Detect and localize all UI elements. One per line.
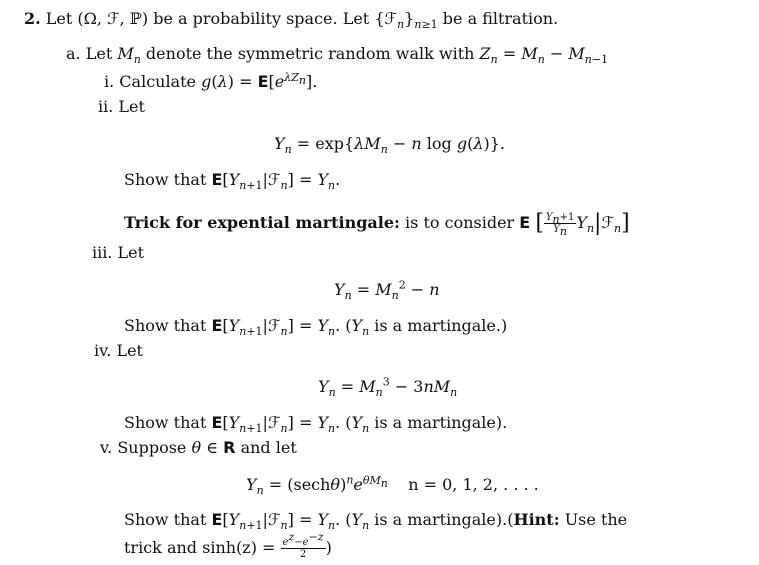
item-iv-let: Let (116, 341, 143, 360)
show-iii: Show that $E[Y_{n+1}|ℱ_n] = Y_n$. ($Y_n$ is a martingale.) (124, 316, 508, 339)
show-iii-text: Show that (124, 316, 207, 335)
item-ii-label: ii. (98, 97, 114, 116)
intro-text: Let (45, 9, 73, 28)
equation-iv: $Y_n = M_n^3 - 3nM_n$ (318, 375, 458, 400)
item-iii (92, 243, 144, 263)
problem-number: 2. (24, 9, 41, 28)
item-i-text: Calculate (119, 72, 197, 91)
equation-ii: $Y_n = \exp\{\lambda M_n - n$ log g(λ)}. (274, 134, 505, 157)
equation-iii: $Y_n = M_n^2 - n$ (334, 278, 440, 303)
part-a-label: a. (66, 44, 81, 63)
item-ii (98, 97, 145, 117)
item-iv-label: iv. (94, 341, 112, 360)
trick-line: Trick for expential martingale: is to consider E [ $\frac{Y_n+1}{Y_n}$ $Y_n|ℱ_n$] (124, 210, 630, 238)
hint-bold: Hint: (513, 510, 560, 529)
show-ii: Show that $E[Y_{n+1}|ℱ_n] = Y_n$. (124, 170, 341, 193)
martingale-note-iv: is a martingale). (374, 413, 508, 432)
part-a-text: denote the symmetric random walk with (145, 44, 475, 63)
equation-v: $Y_n = (\sec h\theta)^ne^{\theta M_n}$ n = 0, 1, 2, . . . . (246, 473, 539, 498)
item-v-text-rest: and let (240, 438, 297, 457)
show-iv-text: Show that (124, 413, 207, 432)
item-v-text: Suppose (117, 438, 187, 457)
hint-text-2: trick and sinh(z) = (124, 538, 276, 557)
show-v: Show that $E[Y_{n+1}|ℱ_n] = Y_n$. ($Y_n$ is a martingale).(Hint: Use the (124, 510, 628, 533)
filtration-symbol: {ℱ (374, 9, 398, 28)
probability-space: (Ω, ℱ, ℙ) (77, 9, 149, 28)
n-values: n = 0, 1, 2, . . . . (408, 475, 539, 494)
sinh-fraction: $\frac{e^z-e^{-z}}{2}$ (282, 530, 324, 560)
hint-text: Use the (564, 510, 628, 529)
intro-rest: be a probability space. Let (153, 9, 370, 28)
item-i: i. Calculate $g(\lambda) = E[e^{\lambda Z_n}]$. (104, 70, 318, 91)
trick-fraction: $\frac{Y_n+1}{Y_n}$ (545, 212, 575, 238)
show-v-text: Show that (124, 510, 207, 529)
item-iii-let: Let (117, 243, 145, 262)
show-iv: Show that $E[Y_{n+1}|ℱ_n] = Y_n$. ($Y_n$ is a martingale). (124, 413, 508, 436)
trick-bold: Trick for expential martingale: (124, 213, 400, 232)
trick-rest: is to consider (405, 213, 515, 232)
item-v: v. Suppose θ ∈ R and let (100, 438, 297, 457)
item-iv (94, 341, 143, 361)
show-ii-text: Show that (124, 170, 207, 189)
martingale-note-v: is a martingale). (374, 510, 508, 529)
filtration-rest: be a filtration. (442, 9, 559, 28)
hint-line-2: trick and sinh(z) = $\frac{e^z-e^{-z}}{2}$ ) (124, 530, 332, 560)
item-i-label: i. (104, 72, 115, 91)
part-a-let: Let (85, 44, 113, 63)
problem-statement: 2. Let (Ω, ℱ, ℙ) be a probability space. Let $\{ℱ_n\}_{n\ge 1}$ be a filtration. (24, 9, 559, 32)
item-ii-let: Let (118, 97, 145, 116)
item-v-label: v. (100, 438, 113, 457)
part-a: a. Let $M_n$ denote the symmetric random walk with $Z_n = M_n - M_{n-1}$ (66, 44, 609, 67)
item-iii-label: iii. (92, 243, 113, 262)
martingale-note-iii: is a martingale.) (374, 316, 508, 335)
